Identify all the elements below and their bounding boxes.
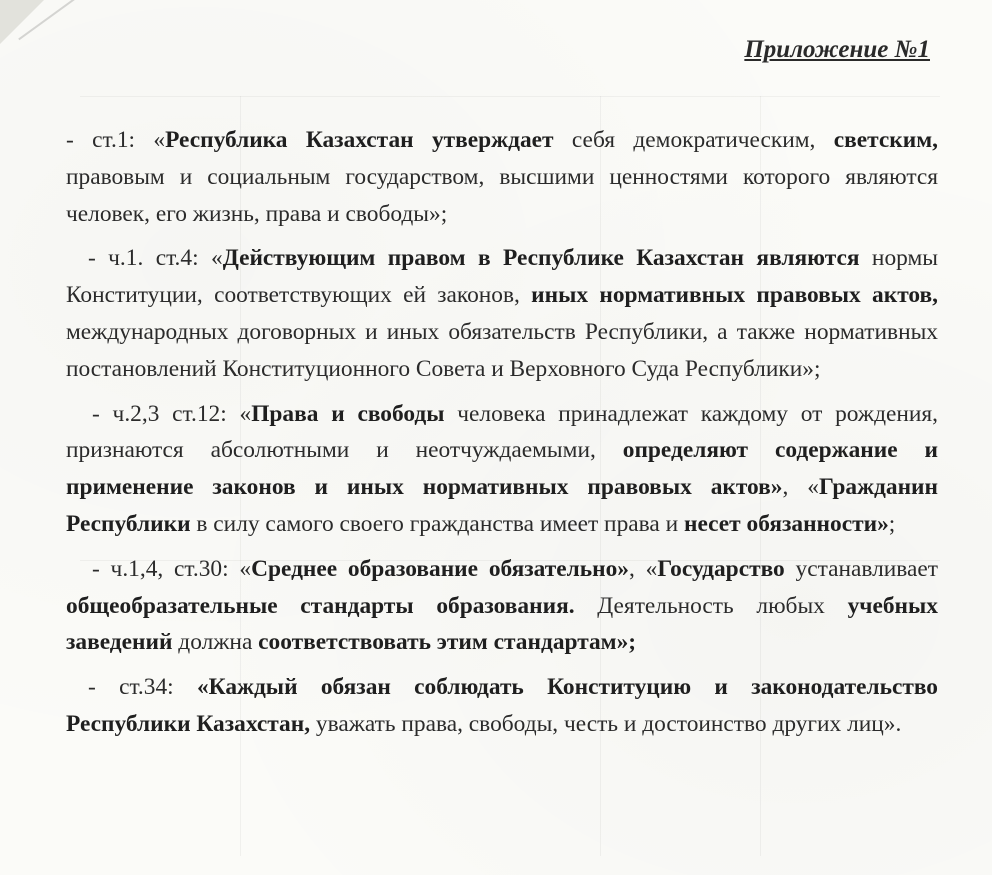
- bold-text-segment: соответствовать этим стандартам»;: [258, 629, 637, 656]
- text-segment: , «: [629, 555, 658, 582]
- text-segment: - ч.1. ст.4: «: [88, 245, 223, 272]
- text-segment: - ст.1: «: [66, 127, 166, 153]
- bold-text-segment: иных нормативных правовых актов,: [531, 282, 938, 309]
- article-paragraph: [66, 669, 938, 743]
- bold-text-segment: общеобразательные стандарты образования.: [66, 592, 575, 619]
- bold-text-segment: Права и свободы: [251, 400, 445, 427]
- text-segment: устанавливает: [784, 555, 939, 582]
- text-segment: ;: [888, 510, 896, 537]
- text-segment: должна: [172, 629, 259, 656]
- text-segment: уважать права, свободы, честь и достоинство других лиц».: [310, 710, 902, 737]
- bold-text-segment: «Каждый обязан соблюдать Конституцию и законодательство Республики Казахстан,: [66, 674, 938, 737]
- document-body: [66, 122, 938, 751]
- text-segment: международных договорных и иных обязательств Республики, а также нормативных постановлений Конституционного Совета и Верховного Суда Республики»;: [66, 318, 938, 382]
- text-segment: нормы Конституции, соответствующих ей законов,: [66, 245, 939, 309]
- article-paragraph: [66, 396, 938, 543]
- bold-text-segment: Действующим правом в Республике Казахстан являются: [222, 245, 860, 272]
- text-segment: в силу самого своего гражданства имеет права и: [190, 510, 684, 537]
- bold-text-segment: светским,: [833, 127, 938, 153]
- bold-text-segment: Государство: [657, 555, 785, 582]
- bold-text-segment: учебных заведений: [66, 592, 938, 656]
- bold-text-segment: определяют содержание и применение законов и иных нормативных правовых актов»: [66, 437, 938, 501]
- article-paragraph: [66, 122, 938, 232]
- appendix-title: Приложение №1: [744, 36, 930, 63]
- bold-text-segment: несет обязанности»: [683, 510, 889, 537]
- text-segment: , «: [782, 474, 819, 501]
- text-segment: правовым и социальным государством, высшими ценностями которого являются человек, его жизнь, права и свободы»;: [66, 163, 938, 227]
- bold-text-segment: Республика Казахстан утверждает: [165, 127, 554, 153]
- bold-text-segment: Среднее образование обязательно»: [251, 555, 630, 582]
- article-paragraph: [66, 240, 938, 387]
- bleed-line: [80, 96, 940, 97]
- text-segment: человека принадлежат каждому от рождения, признаются абсолютными и неотчуждаемыми,: [66, 400, 938, 464]
- bold-text-segment: Гражданин Республики: [66, 474, 939, 537]
- text-segment: - ст.34:: [88, 674, 197, 701]
- article-paragraph: [66, 551, 938, 661]
- text-segment: - ч.1,4, ст.30: «: [92, 555, 252, 582]
- text-segment: - ч.2,3 ст.12: «: [92, 400, 252, 427]
- text-segment: себя демократическим,: [553, 127, 834, 153]
- text-segment: Деятельность любых: [574, 592, 848, 619]
